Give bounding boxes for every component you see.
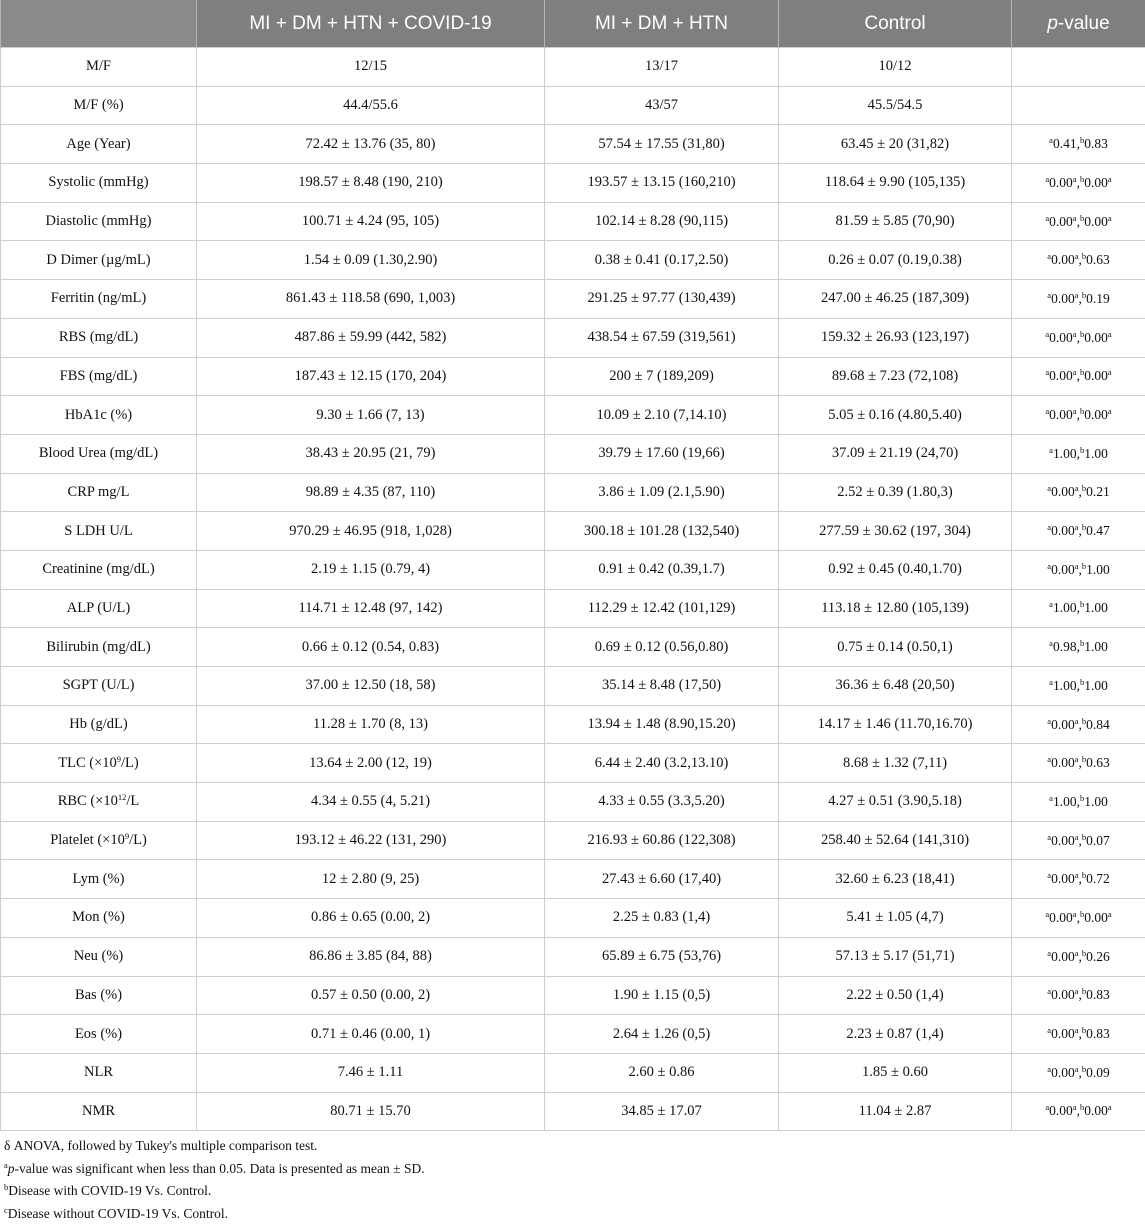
footnote: $^a$p-value was significant when less than 0.05. Data is presented as mean ± SD. <box>4 1158 1145 1181</box>
non-covid-group-cell: 4.33 ± 0.55 (3.3,5.20) <box>545 783 779 822</box>
covid-group-cell: 37.00 ± 12.50 (18, 58) <box>197 667 545 706</box>
table-body <box>1 48 1145 1131</box>
table-row <box>1 744 1145 783</box>
covid-group-cell: 44.4/55.6 <box>197 86 545 125</box>
non-covid-group-cell: 3.86 ± 1.09 (2.1,5.90) <box>545 473 779 512</box>
table-row <box>1 705 1145 744</box>
non-covid-group-cell: 34.85 ± 17.07 <box>545 1092 779 1131</box>
non-covid-group-cell: 2.25 ± 0.83 (1,4) <box>545 899 779 938</box>
header-covid-group: MI + DM + HTN + COVID-19 <box>197 0 545 48</box>
row-label-cell: TLC $(\times 10^9/L)$ <box>1 744 197 783</box>
covid-group-cell: 0.57 ± 0.50 (0.00, 2) <box>197 976 545 1015</box>
p-value-p: p <box>1047 13 1058 34</box>
table-row <box>1 48 1145 87</box>
table-row <box>1 550 1145 589</box>
non-covid-group-cell: 2.64 ± 1.26 (0,5) <box>545 1015 779 1054</box>
table-row <box>1 937 1145 976</box>
p-value-cell: $^a$0.00$^a$,$^b$0.00$^a$ <box>1012 164 1145 203</box>
header-cell-blank <box>1 0 197 48</box>
header-row <box>1 0 1145 48</box>
row-label-cell: NLR <box>1 1053 197 1092</box>
footnote: δ ANOVA, followed by Tukey's multiple comparison test. <box>4 1135 1145 1158</box>
control-cell: 277.59 ± 30.62 (197, 304) <box>779 512 1012 551</box>
row-label-cell: Ferritin (ng/mL) <box>1 280 197 319</box>
row-label-cell: Age (Year) <box>1 125 197 164</box>
control-cell: 2.52 ± 0.39 (1.80,3) <box>779 473 1012 512</box>
table-row <box>1 396 1145 435</box>
table-row <box>1 318 1145 357</box>
non-covid-group-cell: 39.79 ± 17.60 (19,66) <box>545 434 779 473</box>
non-covid-group-cell: 200 ± 7 (189,209) <box>545 357 779 396</box>
table-row <box>1 86 1145 125</box>
p-value-suffix: -value <box>1058 13 1110 34</box>
footnote: $^b$Disease with COVID-19 Vs. Control. <box>4 1180 1145 1203</box>
footnotes <box>0 1131 1145 1225</box>
table-row <box>1 628 1145 667</box>
non-covid-group-cell: 438.54 ± 67.59 (319,561) <box>545 318 779 357</box>
p-value-cell: $^a$1.00,$^b$1.00 <box>1012 434 1145 473</box>
p-value-cell: $^a$0.00$^a$,$^b$0.00$^a$ <box>1012 202 1145 241</box>
non-covid-group-cell: 27.43 ± 6.60 (17,40) <box>545 860 779 899</box>
covid-group-cell: 114.71 ± 12.48 (97, 142) <box>197 589 545 628</box>
p-value-cell <box>1012 86 1145 125</box>
control-cell: 57.13 ± 5.17 (51,71) <box>779 937 1012 976</box>
non-covid-group-cell: 102.14 ± 8.28 (90,115) <box>545 202 779 241</box>
row-label-cell: Diastolic (mmHg) <box>1 202 197 241</box>
control-cell: 36.36 ± 6.48 (20,50) <box>779 667 1012 706</box>
control-cell: 63.45 ± 20 (31,82) <box>779 125 1012 164</box>
covid-group-cell: 0.71 ± 0.46 (0.00, 1) <box>197 1015 545 1054</box>
control-cell: 0.26 ± 0.07 (0.19,0.38) <box>779 241 1012 280</box>
row-label-cell: HbA1c (%) <box>1 396 197 435</box>
control-cell: 81.59 ± 5.85 (70,90) <box>779 202 1012 241</box>
row-label-cell: D Dimer (µg/mL) <box>1 241 197 280</box>
table-row <box>1 357 1145 396</box>
header-non-covid-group: MI + DM + HTN <box>545 0 779 48</box>
p-value-cell: $^a$0.00$^a$,$^b$0.63 <box>1012 241 1145 280</box>
covid-group-cell: 12 ± 2.80 (9, 25) <box>197 860 545 899</box>
table-row <box>1 860 1145 899</box>
row-label-cell: Creatinine (mg/dL) <box>1 550 197 589</box>
control-cell: 8.68 ± 1.32 (7,11) <box>779 744 1012 783</box>
table-row <box>1 821 1145 860</box>
covid-group-cell: 187.43 ± 12.15 (170, 204) <box>197 357 545 396</box>
non-covid-group-cell: 291.25 ± 97.77 (130,439) <box>545 280 779 319</box>
non-covid-group-cell: 193.57 ± 13.15 (160,210) <box>545 164 779 203</box>
covid-group-cell: 7.46 ± 1.11 <box>197 1053 545 1092</box>
covid-group-cell: 0.86 ± 0.65 (0.00, 2) <box>197 899 545 938</box>
control-cell: 2.23 ± 0.87 (1,4) <box>779 1015 1012 1054</box>
p-value-cell <box>1012 48 1145 87</box>
row-label-cell: Hb (g/dL) <box>1 705 197 744</box>
p-value-cell: $^a$0.00$^a$,$^b$0.21 <box>1012 473 1145 512</box>
p-value-cell: $^a$0.00$^a$,$^b$0.72 <box>1012 860 1145 899</box>
row-label-cell: Mon (%) <box>1 899 197 938</box>
non-covid-group-cell: 0.69 ± 0.12 (0.56,0.80) <box>545 628 779 667</box>
table-row <box>1 1053 1145 1092</box>
non-covid-group-cell: 112.29 ± 12.42 (101,129) <box>545 589 779 628</box>
covid-group-cell: 86.86 ± 3.85 (84, 88) <box>197 937 545 976</box>
control-cell: 0.75 ± 0.14 (0.50,1) <box>779 628 1012 667</box>
row-label-cell: Lym (%) <box>1 860 197 899</box>
non-covid-group-cell: 35.14 ± 8.48 (17,50) <box>545 667 779 706</box>
p-value-cell: $^a$0.00$^a$,$^b$0.84 <box>1012 705 1145 744</box>
p-value-cell: $^a$0.00$^a$,$^b$0.00$^a$ <box>1012 1092 1145 1131</box>
table-row <box>1 125 1145 164</box>
p-value-cell: $^a$0.00$^a$,$^b$0.00$^a$ <box>1012 396 1145 435</box>
control-cell: 113.18 ± 12.80 (105,139) <box>779 589 1012 628</box>
table-row <box>1 783 1145 822</box>
non-covid-group-cell: 1.90 ± 1.15 (0,5) <box>545 976 779 1015</box>
non-covid-group-cell: 13.94 ± 1.48 (8.90,15.20) <box>545 705 779 744</box>
table-row <box>1 280 1145 319</box>
covid-group-cell: 11.28 ± 1.70 (8, 13) <box>197 705 545 744</box>
row-label-cell: Systolic (mmHg) <box>1 164 197 203</box>
control-cell: 0.92 ± 0.45 (0.40,1.70) <box>779 550 1012 589</box>
p-value-cell: $^a$0.00$^a$,$^b$1.00 <box>1012 550 1145 589</box>
covid-group-cell: 9.30 ± 1.66 (7, 13) <box>197 396 545 435</box>
row-label-cell: M/F <box>1 48 197 87</box>
covid-group-cell: 4.34 ± 0.55 (4, 5.21) <box>197 783 545 822</box>
covid-group-cell: 100.71 ± 4.24 (95, 105) <box>197 202 545 241</box>
row-label-cell: Bas (%) <box>1 976 197 1015</box>
control-cell: 5.05 ± 0.16 (4.80,5.40) <box>779 396 1012 435</box>
row-label-cell: Bilirubin (mg/dL) <box>1 628 197 667</box>
control-cell: 258.40 ± 52.64 (141,310) <box>779 821 1012 860</box>
table-row <box>1 899 1145 938</box>
non-covid-group-cell: 2.60 ± 0.86 <box>545 1053 779 1092</box>
p-value-cell: $^a$0.00$^a$,$^b$0.00$^a$ <box>1012 899 1145 938</box>
non-covid-group-cell: 10.09 ± 2.10 (7,14.10) <box>545 396 779 435</box>
non-covid-group-cell: 0.91 ± 0.42 (0.39,1.7) <box>545 550 779 589</box>
table-row <box>1 473 1145 512</box>
row-label-cell: M/F (%) <box>1 86 197 125</box>
p-value-cell: $^a$0.00$^a$,$^b$0.00$^a$ <box>1012 318 1145 357</box>
control-cell: 1.85 ± 0.60 <box>779 1053 1012 1092</box>
non-covid-group-cell: 6.44 ± 2.40 (3.2,13.10) <box>545 744 779 783</box>
covid-group-cell: 80.71 ± 15.70 <box>197 1092 545 1131</box>
p-value-cell: $^a$0.41,$^b$0.83 <box>1012 125 1145 164</box>
covid-group-cell: 12/15 <box>197 48 545 87</box>
covid-group-cell: 0.66 ± 0.12 (0.54, 0.83) <box>197 628 545 667</box>
row-label-cell: NMR <box>1 1092 197 1131</box>
covid-group-cell: 98.89 ± 4.35 (87, 110) <box>197 473 545 512</box>
row-label-cell: RBS (mg/dL) <box>1 318 197 357</box>
covid-group-cell: 1.54 ± 0.09 (1.30,2.90) <box>197 241 545 280</box>
control-cell: 247.00 ± 46.25 (187,309) <box>779 280 1012 319</box>
non-covid-group-cell: 216.93 ± 60.86 (122,308) <box>545 821 779 860</box>
table-row <box>1 241 1145 280</box>
row-label-cell: Eos (%) <box>1 1015 197 1054</box>
row-label-cell: Neu (%) <box>1 937 197 976</box>
control-cell: 89.68 ± 7.23 (72,108) <box>779 357 1012 396</box>
row-label-cell: FBS (mg/dL) <box>1 357 197 396</box>
covid-group-cell: 487.86 ± 59.99 (442, 582) <box>197 318 545 357</box>
p-value-cell: $^a$1.00,$^b$1.00 <box>1012 589 1145 628</box>
p-value-cell: $^a$0.98,$^b$1.00 <box>1012 628 1145 667</box>
non-covid-group-cell: 43/57 <box>545 86 779 125</box>
covid-group-cell: 861.43 ± 118.58 (690, 1,003) <box>197 280 545 319</box>
non-covid-group-cell: 300.18 ± 101.28 (132,540) <box>545 512 779 551</box>
p-value-cell: $^a$1.00,$^b$1.00 <box>1012 783 1145 822</box>
table-row <box>1 1092 1145 1131</box>
row-label-cell: ALP (U/L) <box>1 589 197 628</box>
control-cell: 45.5/54.5 <box>779 86 1012 125</box>
control-cell: 11.04 ± 2.87 <box>779 1092 1012 1131</box>
row-label-cell: S LDH U/L <box>1 512 197 551</box>
p-value-cell: $^a$0.00$^a$,$^b$0.83 <box>1012 1015 1145 1054</box>
covid-group-cell: 193.12 ± 46.22 (131, 290) <box>197 821 545 860</box>
control-cell: 37.09 ± 21.19 (24,70) <box>779 434 1012 473</box>
p-value-cell: $^a$0.00$^a$,$^b$0.63 <box>1012 744 1145 783</box>
covid-group-cell: 970.29 ± 46.95 (918, 1,028) <box>197 512 545 551</box>
p-value-cell: $^a$0.00$^a$,$^b$0.26 <box>1012 937 1145 976</box>
p-value-cell: $^a$0.00$^a$,$^b$0.00$^a$ <box>1012 357 1145 396</box>
table-row <box>1 589 1145 628</box>
row-label-cell: RBC ($\times 10^{12}/L$ <box>1 783 197 822</box>
covid-group-cell: 198.57 ± 8.48 (190, 210) <box>197 164 545 203</box>
p-value-cell: $^a$0.00$^a$,$^b$0.47 <box>1012 512 1145 551</box>
covid-group-cell: 38.43 ± 20.95 (21, 79) <box>197 434 545 473</box>
table-row <box>1 434 1145 473</box>
non-covid-group-cell: 65.89 ± 6.75 (53,76) <box>545 937 779 976</box>
control-cell: 10/12 <box>779 48 1012 87</box>
table-row <box>1 976 1145 1015</box>
header-p-value <box>1012 0 1145 48</box>
row-label-cell: Blood Urea (mg/dL) <box>1 434 197 473</box>
control-cell: 118.64 ± 9.90 (105,135) <box>779 164 1012 203</box>
table-row <box>1 1015 1145 1054</box>
header-control: Control <box>779 0 1012 48</box>
control-cell: 14.17 ± 1.46 (11.70,16.70) <box>779 705 1012 744</box>
covid-group-cell: 72.42 ± 13.76 (35, 80) <box>197 125 545 164</box>
footnote: $^c$Disease without COVID-19 Vs. Control. <box>4 1203 1145 1225</box>
p-value-cell: $^a$0.00$^a$,$^b$0.07 <box>1012 821 1145 860</box>
covid-group-cell: 2.19 ± 1.15 (0.79, 4) <box>197 550 545 589</box>
table-row <box>1 512 1145 551</box>
row-label-cell: CRP mg/L <box>1 473 197 512</box>
p-value-cell: $^a$0.00$^a$,$^b$0.83 <box>1012 976 1145 1015</box>
table-row <box>1 164 1145 203</box>
non-covid-group-cell: 13/17 <box>545 48 779 87</box>
non-covid-group-cell: 57.54 ± 17.55 (31,80) <box>545 125 779 164</box>
control-cell: 2.22 ± 0.50 (1,4) <box>779 976 1012 1015</box>
p-value-cell: $^a$0.00$^a$,$^b$0.19 <box>1012 280 1145 319</box>
control-cell: 5.41 ± 1.05 (4,7) <box>779 899 1012 938</box>
p-value-cell: $^a$1.00,$^b$1.00 <box>1012 667 1145 706</box>
control-cell: 32.60 ± 6.23 (18,41) <box>779 860 1012 899</box>
control-cell: 4.27 ± 0.51 (3.90,5.18) <box>779 783 1012 822</box>
row-label-cell: Platelet $(\times 10^9/L)$ <box>1 821 197 860</box>
p-value-cell: $^a$0.00$^a$,$^b$0.09 <box>1012 1053 1145 1092</box>
covid-group-cell: 13.64 ± 2.00 (12, 19) <box>197 744 545 783</box>
control-cell: 159.32 ± 26.93 (123,197) <box>779 318 1012 357</box>
table-row <box>1 667 1145 706</box>
row-label-cell: SGPT (U/L) <box>1 667 197 706</box>
table-row <box>1 202 1145 241</box>
non-covid-group-cell: 0.38 ± 0.41 (0.17,2.50) <box>545 241 779 280</box>
